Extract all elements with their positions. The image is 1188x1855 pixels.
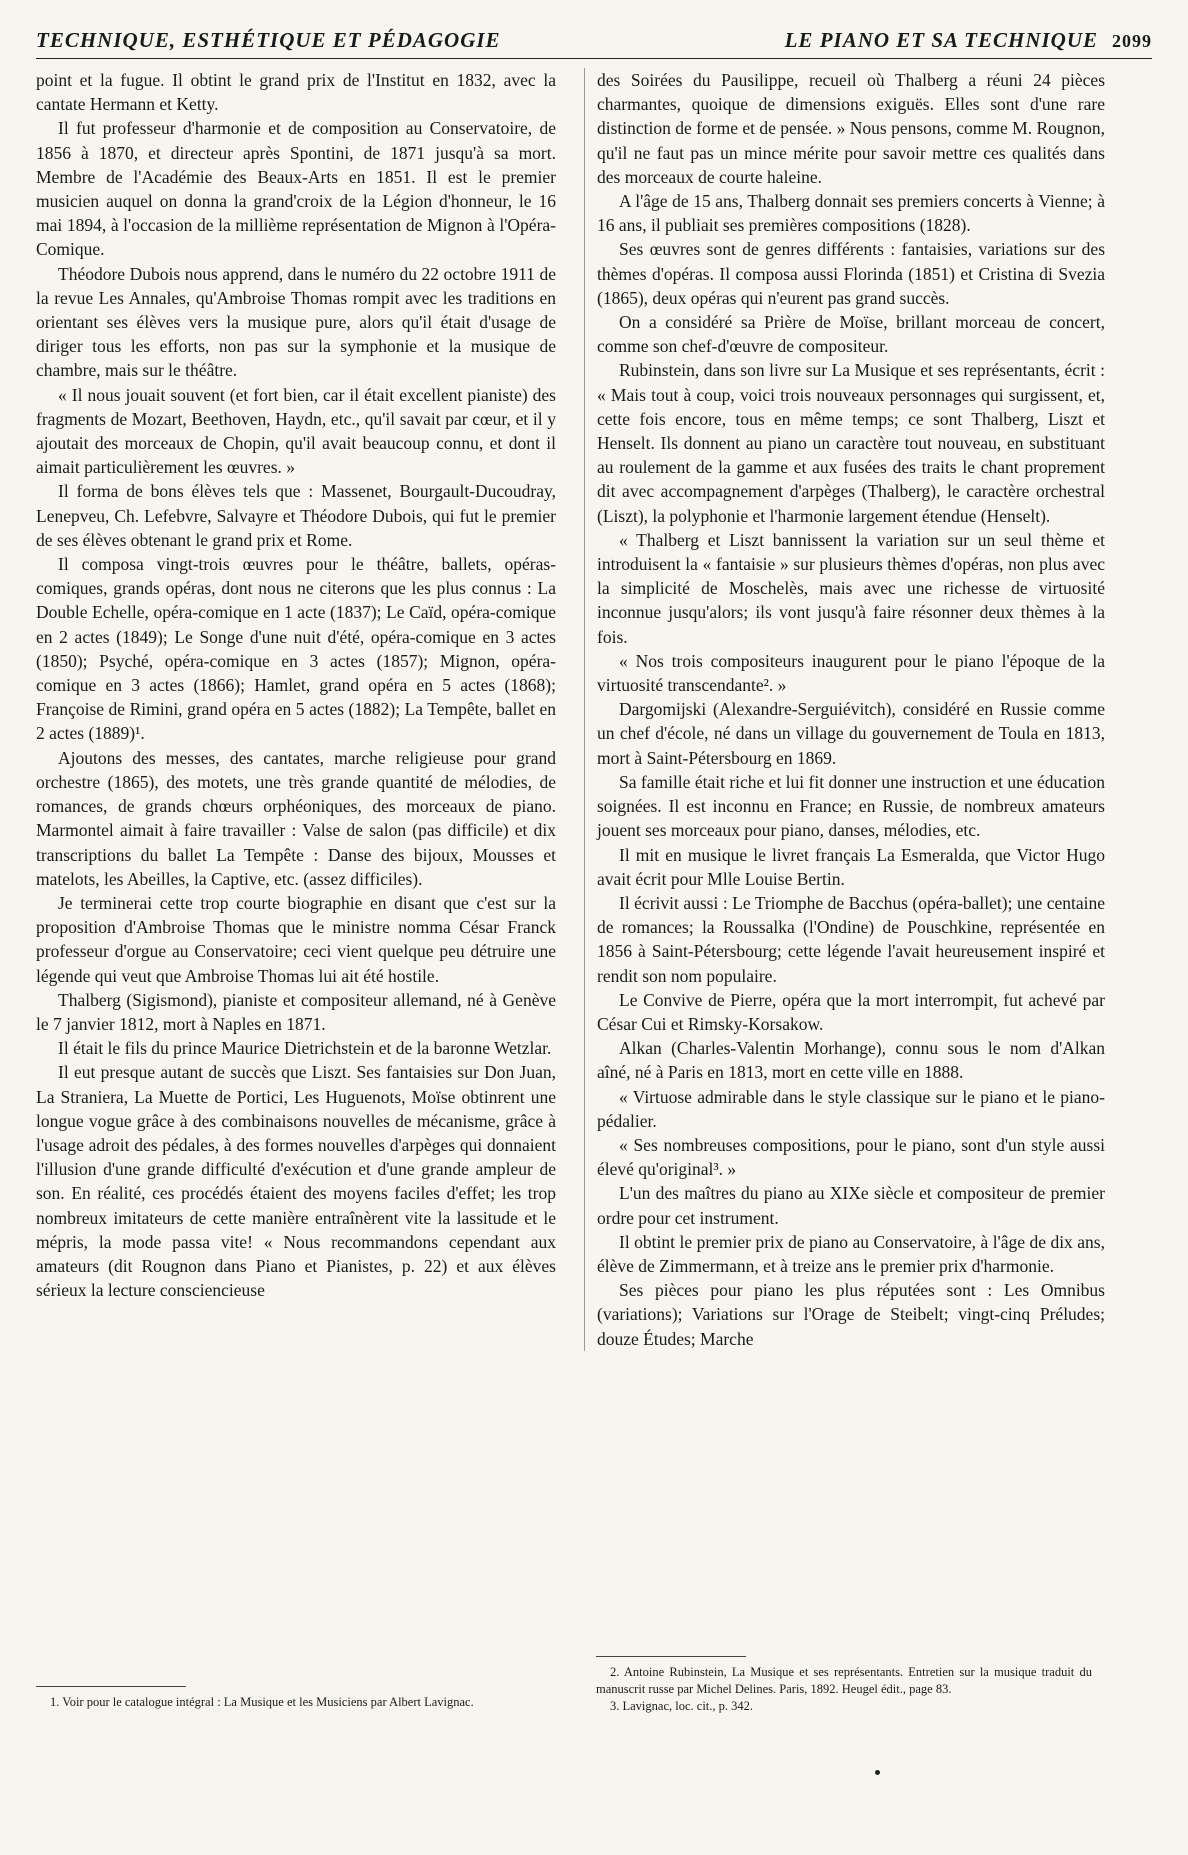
paragraph: Ajoutons des messes, des cantates, marche religieuse pour grand orchestre (1865), des motets, une très grande quantité de mélodies, de romances, de grands chœurs orphéoniques, des morceaux de piano. Marmontel aimait à faire travailler : Valse de salon (pas difficile) et dix transcriptions du ballet La Tempête : Danse des bijoux, Mousses et matelots, les Abeilles, la Captive, etc. (assez difficiles). [36, 747, 556, 889]
running-header [36, 28, 1152, 59]
paragraph: Il écrivit aussi : Le Triomphe de Bacchus (opéra-ballet); une centaine de romances; la Roussalka (l'Ondine) de Pouschkine, représentée en 1856 à Saint-Pétersbourg; cette légende l'avait heureusement inspiré et rendit son nom populaire. [597, 892, 1105, 986]
paragraph: point et la fugue. Il obtint le grand prix de l'Institut en 1832, avec la cantate Hermann et Ketty. [36, 70, 556, 115]
paragraph: Théodore Dubois nous apprend, dans le numéro du 22 octobre 1911 de la revue Les Annales, qu'Ambroise Thomas rompit avec les traditions en orientant ses élèves vers la musique pure, alors qu'il était d'usage de diriger tous les efforts, non pas sur la symphonie et la musique de chambre, mais sur le théâtre. [36, 263, 556, 381]
paragraph: Il était le fils du prince Maurice Dietrichstein et de la baronne Wetzlar. [58, 1038, 552, 1059]
paragraph: On a considéré sa Prière de Moïse, brillant morceau de concert, comme son chef-d'œuvre de compositeur. [597, 312, 1105, 357]
paragraph: Sa famille était riche et lui fit donner une instruction et une éducation soignées. Il est inconnu en France; en Russie, de nombreux amateurs jouent ses morceaux pour piano, danses, mélodies, etc. [597, 771, 1105, 841]
footnote: 3. Lavignac, loc. cit., p. 342. [610, 1699, 754, 1713]
footnotes-right [596, 1664, 1092, 1715]
paragraph: « Thalberg et Liszt bannissent la variation sur un seul thème et introduisent la « fantaisie » sur plusieurs thèmes d'opéras, non plus avec la simplicité de Moschelès, mais avec une richesse de virtuosité inconnue jusqu'alors; ils vont jusqu'à faire résonner deux thèmes à la fois. [597, 529, 1105, 647]
header-chapter-title [785, 28, 1152, 53]
paragraph: Ses œuvres sont de genres différents : fantaisies, variations sur des thèmes d'opéras. Il composa aussi Florinda (1851) et Cristina di Svezia (1865), deux opéras qui n'eurent pas grand succès. [597, 239, 1105, 308]
paragraph: L'un des maîtres du piano au XIXe siècle et compositeur de premier ordre pour cet instrument. [597, 1183, 1105, 1228]
footnote: 2. Antoine Rubinstein, La Musique et ses représentants. Entretien sur la musique traduit du manuscrit russe par Michel Delines. Paris, 1892. Heugel édit., page 83. [596, 1665, 1092, 1696]
footnotes-left [36, 1694, 556, 1711]
footnote-rule-right [596, 1656, 746, 1657]
footnote-rule-left [36, 1686, 186, 1687]
left-column [36, 68, 556, 1302]
paragraph: Le Convive de Pierre, opéra que la mort interrompit, fut achevé par César Cui et Rimsky-Korsakow. [597, 989, 1105, 1034]
header-chapter-label: LE PIANO ET SA TECHNIQUE [784, 28, 1098, 52]
paragraph: « Virtuose admirable dans le style classique sur le piano et le piano-pédalier. [597, 1086, 1105, 1131]
paragraph: Thalberg (Sigismond), pianiste et compositeur allemand, né à Genève le 7 janvier 1812, mort à Naples en 1871. [36, 989, 556, 1034]
paragraph: « Nos trois compositeurs inaugurent pour le piano l'époque de la virtuosité transcendante². » [597, 650, 1105, 696]
page-number: 2099 [1112, 31, 1152, 51]
paragraph: Il composa vingt-trois œuvres pour le théâtre, ballets, opéras-comiques, grands opéras, dont nous ne citerons que les plus connus : La Double Echelle, opéra-comique en 1 acte (1837); Le Caïd, opéra-comique en 2 actes (1849); Le Songe d'une nuit d'été, opéra-comique en 3 actes (1850); Psyché, opéra-comique en 3 actes (1857); Mignon, opéra-comique en 3 actes (1866); Hamlet, grand opéra en 5 actes (1868); Françoise de Rimini, grand opéra en 5 actes (1882); La Tempête, ballet en 2 actes (1889)¹. [36, 554, 556, 744]
paragraph: A l'âge de 15 ans, Thalberg donnait ses premiers concerts à Vienne; à 16 ans, il publiait ses premières compositions (1828). [597, 191, 1105, 236]
paragraph: Je terminerai cette trop courte biographie en disant que c'est sur la proposition d'Ambroise Thomas que le ministre nomma César Franck professeur d'orgue au Conservatoire; ceci vient quelque peu détruire une légende qui veut que Ambroise Thomas lui ait été hostile. [36, 892, 556, 986]
paragraph: Il eut presque autant de succès que Liszt. Ses fantaisies sur Don Juan, La Straniera, La Muette de Portici, Les Huguenots, Moïse obtinrent une longue vogue grâce à des combinaisons nouvelles de mécanisme, grâce à l'usage adroit des pédales, à des formes nouvelles d'arpèges qui donnaient l'illusion d'une grande difficulté d'exécution et d'une grande ampleur de son. En réalité, ces procédés étaient des moyens faciles d'effet; les trop nombreux imitateurs de cette manière entraînèrent vite la lassitude et le mépris, la mode passa vite! « Nous recommandons cependant aux amateurs (dit Rougnon dans Piano et Pianistes, p. 22) et aux élèves sérieux la lecture consciencieuse [36, 1062, 556, 1301]
header-section-title: TECHNIQUE, ESTHÉTIQUE ET PÉDAGOGIE [36, 28, 501, 52]
paragraph: Dargomijski (Alexandre-Serguiévitch), considéré en Russie comme un chef d'école, né dans un village du gouvernement de Toula en 1813, mort à Saint-Pétersbourg en 1869. [597, 699, 1105, 768]
footnote: 1. Voir pour le catalogue intégral : La Musique et les Musiciens par Albert Lavignac. [50, 1695, 474, 1709]
paragraph: Alkan (Charles-Valentin Morhange), connu sous le nom d'Alkan aîné, né à Paris en 1813, mort en cette ville en 1888. [597, 1038, 1105, 1083]
paragraph: Rubinstein, dans son livre sur La Musique et ses représentants, écrit : « Mais tout à coup, voici trois nouveaux personnages qui surgissent, et, cette fois encore, tous en même temps; ce sont Thalberg, Liszt et Henselt. Ils donnent au piano un caractère tout nouveau, en substituant au roulement de la gamme et aux fusées des traits le chant proprement dit avec accompagnement d'arpèges (Thalberg), le caractère orchestral (Liszt), la polyphonie et l'harmonie largement étendue (Henselt). [597, 360, 1105, 526]
paragraph: « Il nous jouait souvent (et fort bien, car il était excellent pianiste) des fragments de Mozart, Beethoven, Haydn, etc., qu'il savait par cœur, et il y ajoutait des morceaux de Chopin, qu'il avait beaucoup connu, et dont il aimait particulièrement les œuvres. » [36, 384, 556, 478]
paragraph: Il mit en musique le livret français La Esmeralda, que Victor Hugo avait écrit pour Mlle Louise Bertin. [597, 844, 1105, 889]
paragraph: Il fut professeur d'harmonie et de composition au Conservatoire, de 1856 à 1870, et directeur après Spontini, de 1871 jusqu'à sa mort. Membre de l'Académie des Beaux-Arts en 1851. Il est le premier musicien auquel on donna la grand'croix de la Légion d'honneur, le 16 mai 1894, à l'occasion de la millième représentation de Mignon à l'Opéra-Comique. [36, 118, 556, 260]
paragraph: Il obtint le premier prix de piano au Conservatoire, à l'âge de dix ans, élève de Zimmermann, et à treize ans le premier prix d'harmonie. [597, 1231, 1105, 1276]
paragraph: « Ses nombreuses compositions, pour le piano, sont d'un style aussi élevé qu'original³. » [597, 1134, 1105, 1180]
right-column [584, 68, 1105, 1351]
paragraph: Ses pièces pour piano les plus réputées sont : Les Omnibus (variations); Variations sur l'Orage de Steibelt; vingt-cinq Préludes; douze Études; Marche [597, 1280, 1105, 1349]
paragraph: des Soirées du Pausilippe, recueil où Thalberg a réuni 24 pièces charmantes, quoique de dimensions exiguës. Elles sont d'une rare distinction de forme et de pensée. » Nous pensons, comme M. Rougnon, qu'il ne faut pas un mince mérite pour savoir mettre ces qualités dans des morceaux de courte haleine. [597, 70, 1105, 187]
paragraph: Il forma de bons élèves tels que : Massenet, Bourgault-Ducoudray, Lenepveu, Ch. Lefebvre, Salvayre et Théodore Dubois, qui fut le premier de ses élèves obtenant le grand prix et Rome. [36, 481, 556, 550]
page-mark [875, 1770, 880, 1775]
